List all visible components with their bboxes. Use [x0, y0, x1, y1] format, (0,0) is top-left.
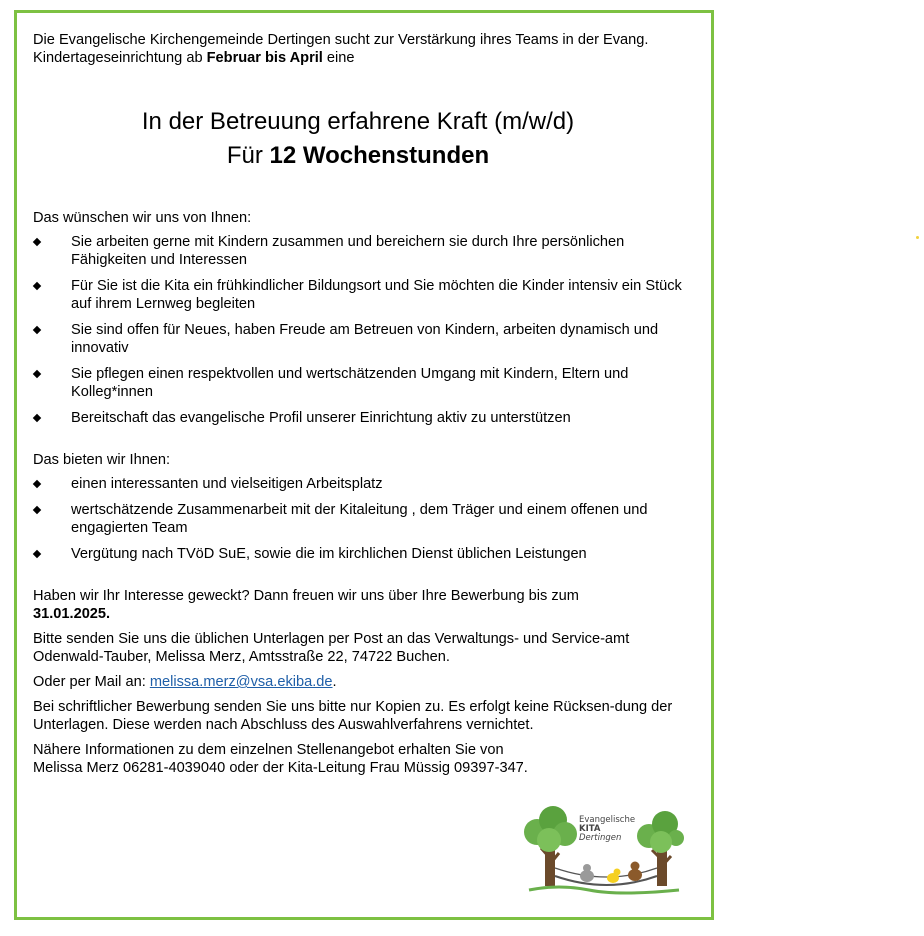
intro-text-after: eine: [322, 50, 355, 66]
email-link[interactable]: melissa.merz@vsa.ekiba.de: [149, 674, 333, 690]
kita-logo-graphic: [519, 798, 684, 898]
mail-prefix: Oder per Mail an:: [33, 674, 150, 690]
kita-logo: [519, 798, 684, 898]
send-paragraph: Bitte senden Sie uns die üblichen Unterlagen per Post an das Verwaltungs- und Service-amt Odenwald-Tauber, Melissa Merz, Amtsstraße 22, 74722 Buchen.: [33, 631, 630, 665]
list-item-text: wertschätzende Zusammenarbeit mit der Kitaleitung , dem Träger und einem offenen und engagierten Team: [71, 502, 648, 536]
diamond-bullet-icon: [33, 238, 41, 246]
diamond-bullet-icon: [33, 326, 41, 334]
diamond-bullet-icon: [33, 550, 41, 558]
list-item: [33, 475, 683, 493]
info-text-line2: Melissa Merz 06281-4039040 oder der Kita-Leitung Frau Müssig 09397-347.: [33, 760, 528, 776]
logo-text: [579, 816, 635, 843]
wishes-title: Das wünschen wir uns von Ihnen:: [33, 210, 252, 226]
list-item-text: einen interessanten und vielseitigen Arbeitsplatz: [71, 476, 383, 492]
logo-line2: KITA: [579, 824, 601, 834]
diamond-bullet-icon: [33, 480, 41, 488]
diamond-bullet-icon: [33, 506, 41, 514]
list-item-text: Sie arbeiten gerne mit Kindern zusammen und bereichern sie durch Ihre persönlichen Fähigkeiten und Interessen: [71, 234, 625, 268]
info-paragraph: [33, 741, 683, 777]
copies-paragraph: Bei schriftlicher Bewerbung senden Sie uns bitte nur Kopien zu. Es erfolgt keine Rücksen-dung der Unterlagen. Diese werden nach Abschluss des Auswahlverfahrens vernichtet.: [33, 699, 673, 733]
list-item: [33, 545, 683, 563]
mail-paragraph: [33, 673, 683, 691]
diamond-bullet-icon: [33, 414, 41, 422]
list-item-text: Für Sie ist die Kita ein frühkindlicher Bildungsort und Sie möchten die Kinder intensiv ein Stück auf ihrem Lernweg begleiten: [71, 278, 682, 312]
info-text-line1: Nähere Informationen zu dem einzelnen Stellenangebot erhalten Sie von: [33, 742, 504, 758]
list-item: [33, 277, 683, 313]
headline-title: In der Betreuung erfahrene Kraft (m/w/d): [141, 108, 575, 135]
list-item: [33, 233, 683, 269]
offers-list: [33, 475, 683, 563]
closing-section: [33, 587, 683, 777]
intro-text: [33, 31, 683, 67]
list-item-text: Vergütung nach TVöD SuE, sowie die im kirchlichen Dienst üblichen Leistungen: [71, 546, 587, 562]
list-item-text: Bereitschaft das evangelische Profil unserer Einrichtung aktiv zu unterstützen: [71, 410, 571, 426]
logo-line3: Dertingen: [579, 833, 622, 843]
intro-period: Februar bis April: [206, 50, 323, 66]
list-item: [33, 365, 683, 401]
job-posting: [33, 31, 683, 784]
yellow-dot-icon: [916, 236, 919, 239]
headline-hours-bold: 12 Wochenstunden: [269, 142, 490, 169]
list-item: [33, 409, 683, 427]
offers-title: Das bieten wir Ihnen:: [33, 452, 171, 468]
list-item-text: Sie pflegen einen respektvollen und wertschätzenden Umgang mit Kindern, Eltern und Kolleg*innen: [71, 366, 629, 400]
list-item: [33, 501, 683, 537]
headline-hours: [33, 139, 683, 173]
diamond-bullet-icon: [33, 282, 41, 290]
interest-paragraph: [33, 587, 683, 623]
list-item-text: Sie sind offen für Neues, haben Freude am Betreuen von Kindern, arbeiten dynamisch und innovativ: [71, 322, 659, 356]
diamond-bullet-icon: [33, 370, 41, 378]
intro-text-before: Die Evangelische Kirchengemeinde Dertingen sucht zur Verstärkung ihres Teams in der Evang. Kindertageseinrichtung ab: [33, 32, 649, 66]
interest-text: Haben wir Ihr Interesse geweckt? Dann freuen wir uns über Ihre Bewerbung bis zum: [33, 588, 579, 604]
headline-hours-prefix: Für: [226, 142, 270, 169]
headline: [33, 105, 683, 173]
wishes-list: [33, 233, 683, 427]
list-item: [33, 321, 683, 357]
deadline-date: 31.01.2025.: [33, 606, 111, 622]
mail-suffix: .: [332, 674, 337, 690]
logo-line1: Evangelische: [579, 815, 636, 825]
